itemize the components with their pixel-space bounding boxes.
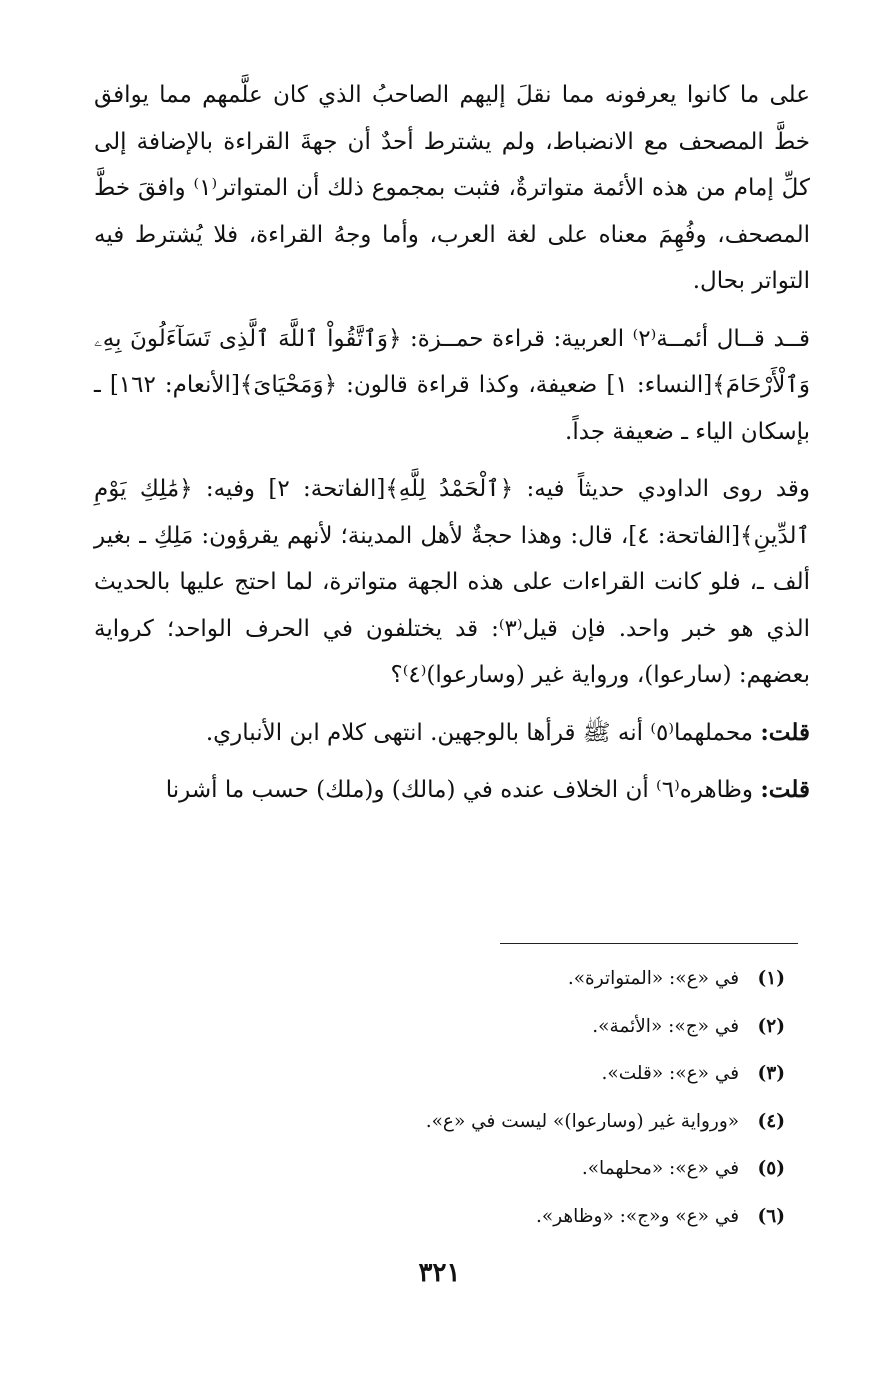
paragraph-text: على ما كانوا يعرفونه مما نقلَ إليهم الصاحبُ الذي كان علَّمهم مما يوافق خطَّ المصحف مع الانضباط، ولم يشترط أحدٌ أن جهةَ القراءة بالإضافة إلى كلِّ إمام من هذه الأئمة متواترةٌ، فثبت بمجموع ذلك أن المتواتر⁽١⁾ وافقَ خطَّ المصحف، وفُهِمَ معناه على لغة العرب، وأما وجهُ القراءة، فلا يُشترط فيه التواتر بحال. [94,82,810,294]
footnote-number: (٦) [757,1205,785,1227]
footnote-text: في «ع» و«ج»: «وظاهر». [536,1205,740,1227]
main-text [94,72,810,814]
footnote-divider [500,943,798,944]
footnote-text: «ورواية غير (وسارعوا)» ليست في «ع». [425,1110,740,1132]
footnote-text: في «ع»: «محلهما». [581,1158,740,1179]
footnote-item [145,1193,785,1241]
footnote-number: (٤) [757,1110,785,1132]
footnote-item [145,955,785,1003]
paragraph-text: محملهما⁽٥⁾ أنه ﷺ قرأها بالوجهين. انتهى كلام ابن الأنباري. [205,719,761,746]
footnote-number: (٢) [757,1015,785,1037]
paragraph-5 [94,767,810,814]
paragraph-lead: قلت: [760,776,810,803]
footnote-number: (٣) [757,1063,785,1084]
paragraph-1 [94,72,810,305]
footnote-item [145,1145,785,1193]
footnote-item [145,1098,785,1146]
footnote-text: في «ع»: «المتواترة». [567,968,740,989]
paragraph-text: قــد قــال أئمــة⁽٢⁾ العربية: قراءة حمــزة: ﴿وَٱتَّقُواْ ٱللَّهَ ٱلَّذِى تَسَآءَلُونَ بِهِۦ وَٱلْأَرْحَامَ﴾[النساء: ١] ضعيفة، وكذا قراءة قالون: ﴿وَمَحْيَاىَ﴾[الأنعام: ١٦٢] ـ بإسكان الياء ـ ضعيفة جداً. [94,325,810,445]
paragraph-lead: قلت: [760,718,810,746]
footnotes [145,955,785,1240]
paragraph-text: وظاهره⁽٦⁾ أن الخلاف عنده في (مالك) و(ملك) حسب ما أشرنا [165,777,761,803]
footnote-number: (١) [757,968,785,989]
paragraph-text: وقد روى الداودي حديثاً فيه: ﴿ٱلْحَمْدُ لِلَّهِ﴾[الفاتحة: ٢] وفيه: ﴿مَٰلِكِ يَوْمِ ٱلدِّينِ﴾[الفاتحة: ٤]، قال: وهذا حجةٌ لأهل المدينة؛ لأنهم يقرؤون: مَلِكِ ـ بغير ألف ـ، فلو كانت القراءات على هذه الجهة متواترة، لما احتج عليها بالحديث الذي هو خبر واحد. فإن قيل⁽٣⁾: قد يختلفون في الحرف الواحد؛ كرواية بعضهم: (سارعوا)، ورواية غير (وسارعوا)⁽٤⁾؟ [94,476,810,688]
footnote-text: في «ج»: «الأئمة». [592,1015,740,1037]
paragraph-2 [94,316,810,456]
footnote-text: في «ع»: «قلت». [601,1063,740,1084]
footnote-number: (٥) [757,1158,785,1179]
page-number: ٣٢١ [418,1258,461,1288]
paragraph-4 [94,710,810,757]
footnote-item [145,1003,785,1051]
paragraph-3 [94,466,810,699]
footnote-item [145,1050,785,1098]
